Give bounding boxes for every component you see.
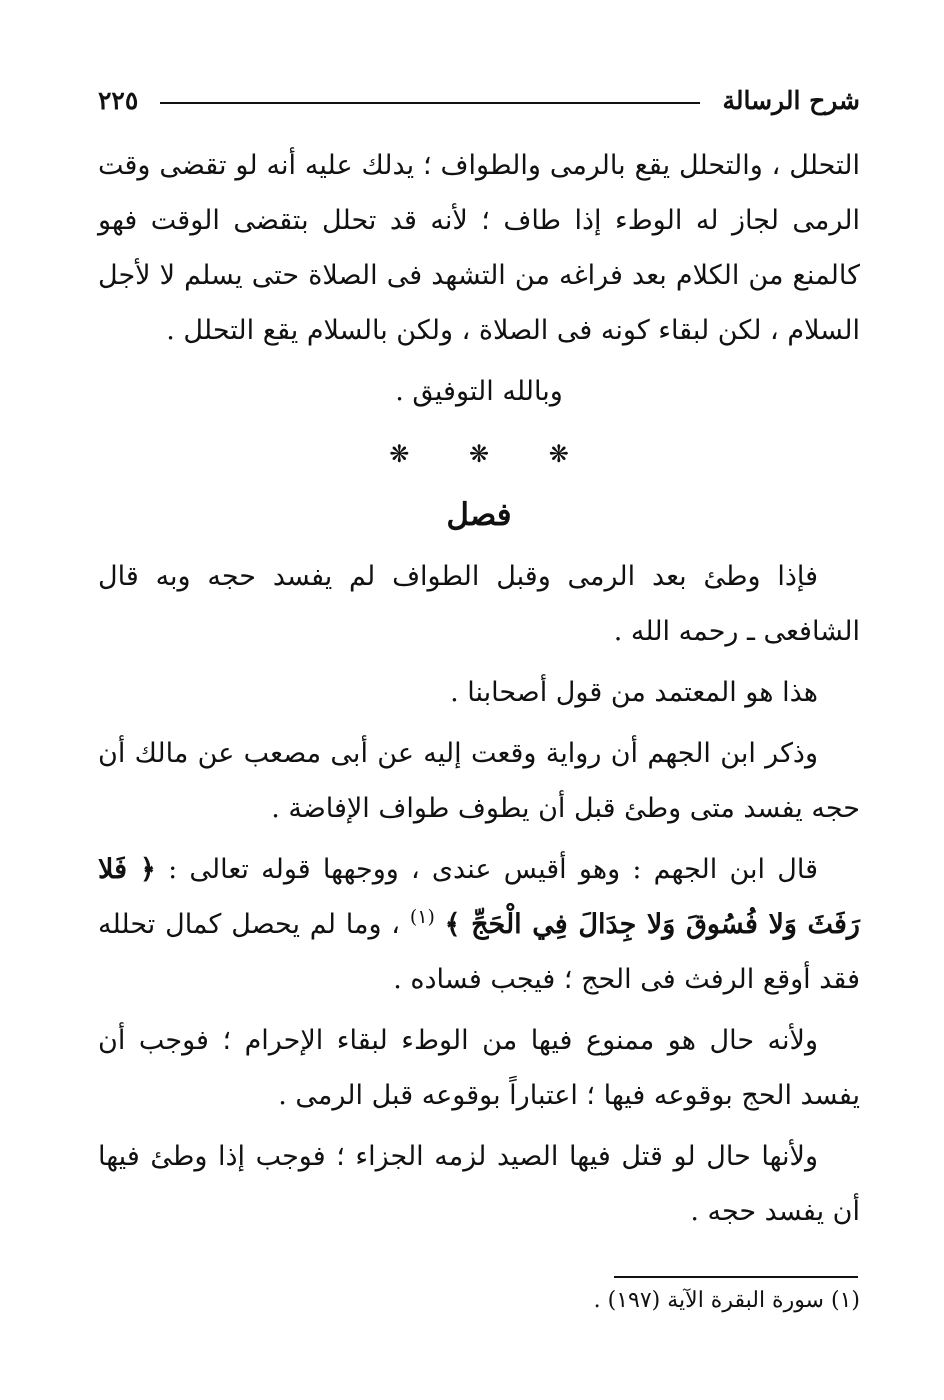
asterism-icon: ❋ xyxy=(389,440,410,468)
paragraph: وذكر ابن الجهم أن رواية وقعت إليه عن أبى مصعب عن مالك أن حجه يفسد متى وطئ قبل أن يطوف طواف الإفاضة . xyxy=(98,738,860,824)
closing-phrase: وبالله التوفيق . xyxy=(395,376,563,407)
paragraph: ولأنها حال لو قتل فيها الصيد لزمه الجزاء ؛ فوجب إذا وطئ فيها أن يفسد حجه . xyxy=(98,1141,860,1227)
page-body xyxy=(98,138,860,1239)
page-header xyxy=(98,78,860,122)
quran-verse: ﴿ فَلا رَفَثَ وَلا فُسُوقَ وَلا جِدَالَ فِي الْحَجِّ ﴾ xyxy=(98,854,860,940)
paragraph: ولأنه حال هو ممنوع فيها من الوطء لبقاء الإحرام ؛ فوجب أن يفسد الحج بوقوعه فيها ؛ اعتباراً بوقوعه قبل الرمى . xyxy=(98,1025,860,1111)
paragraph-text: ، وما لم يحصل كمال تحلله فقد أوقع الرفث فى الحج ؛ فيجب فساده . xyxy=(98,909,860,995)
paragraph-text: قال ابن الجهم : وهو أقيس عندى ، ووجهها قوله تعالى : xyxy=(168,854,818,885)
page-number: ٢٢٥ xyxy=(98,85,139,115)
footnote-rule xyxy=(614,1276,858,1278)
asterism-icon: ❋ xyxy=(468,440,490,468)
paragraph-quran-citation xyxy=(98,842,860,1007)
asterism-icon: ❋ xyxy=(548,440,569,468)
paragraph: هذا هو المعتمد من قول أصحابنا . xyxy=(450,677,818,708)
section-heading: فصل xyxy=(446,497,512,533)
header-rule xyxy=(160,102,700,104)
running-title: شرح الرسالة xyxy=(722,85,860,115)
paragraph-continuation: التحلل ، والتحلل يقع بالرمى والطواف ؛ يدلك عليه أنه لو تقضى وقت الرمى لجاز له الوطء إذا طاف ؛ لأنه قد تحلل بتقضى الوقت فهو كالمنع من الكلام بعد فراغه من التشهد فى الصلاة حتى يسلم لا لأجل السلام ، لكن لبقاء كونه فى الصلاة ، ولكن بالسلام يقع التحلل . xyxy=(98,150,860,346)
paragraph: فإذا وطئ بعد الرمى وقبل الطواف لم يفسد حجه وبه قال الشافعى ـ رحمه الله . xyxy=(98,561,860,647)
footnote: (١) سورة البقرة الآية (١٩٧) . xyxy=(593,1288,860,1313)
section-divider xyxy=(98,429,860,479)
footnote-marker[interactable]: (١) xyxy=(409,906,435,928)
